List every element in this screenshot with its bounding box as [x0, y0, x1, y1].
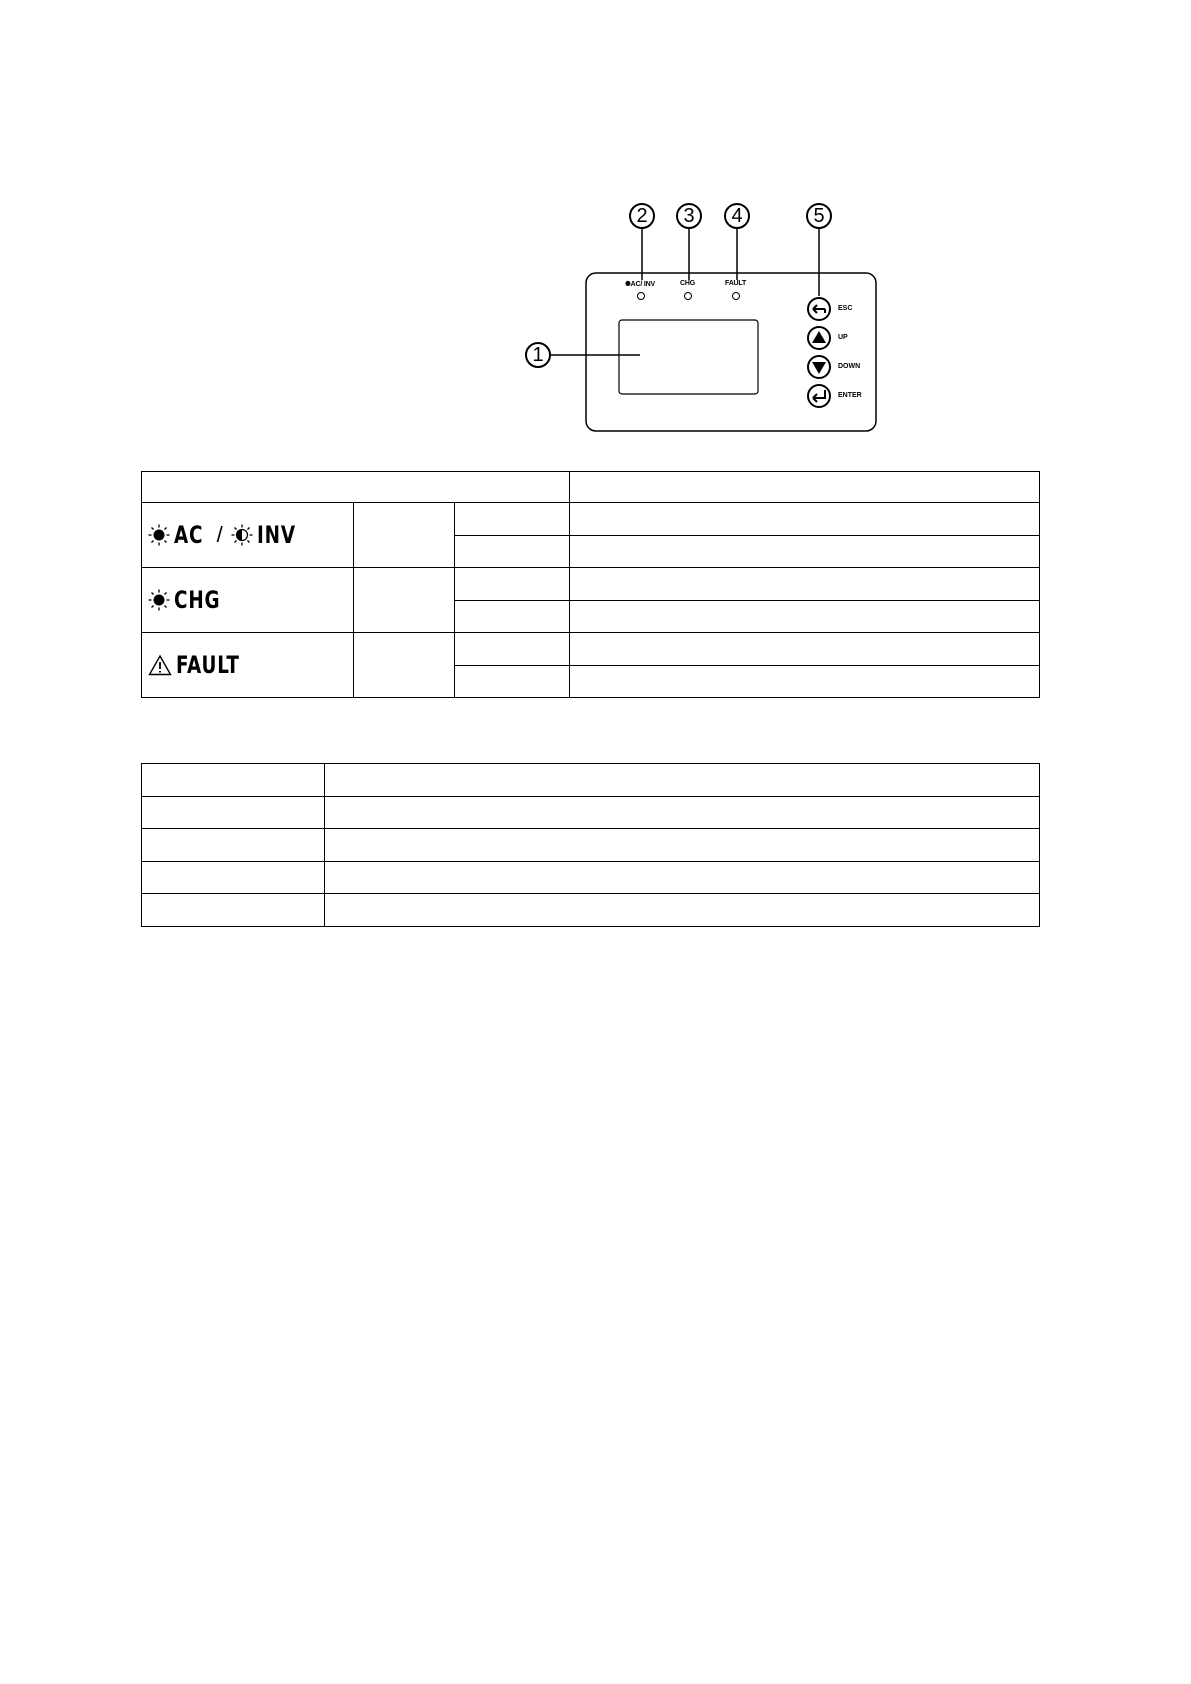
led-message-cell: [570, 535, 1040, 568]
led-label-chg: CHG: [174, 586, 221, 614]
sun-icon: [148, 524, 170, 546]
led-state-cell: [455, 633, 570, 666]
key-name-cell: [142, 796, 325, 829]
up-button: [808, 327, 830, 349]
panel-label-fault: FAULT: [725, 280, 747, 287]
callout-5: 5: [806, 203, 832, 229]
led-state-cell: [455, 665, 570, 698]
enter-label: ENTER: [838, 392, 862, 399]
led-symbol-cell: [142, 568, 354, 633]
callout-1: 1: [525, 342, 551, 368]
led-symbol-cell: [142, 503, 354, 568]
callout-4: 4: [724, 203, 750, 229]
led-label-separator: /: [216, 522, 223, 547]
led-state-cell: [455, 568, 570, 601]
function-key-table: [141, 763, 1040, 927]
half-sun-icon: [231, 524, 253, 546]
led-fault: [733, 293, 740, 300]
key-description-cell: [325, 861, 1040, 894]
callout-2: 2: [629, 203, 655, 229]
table-row: [142, 861, 1040, 894]
led-message-cell: [570, 568, 1040, 601]
led-message-cell: [570, 503, 1040, 536]
header-cell-led: [142, 472, 570, 503]
led-state-cell: [455, 503, 570, 536]
key-description-cell: [325, 894, 1040, 927]
led-label-fault: FAULT: [176, 651, 240, 679]
table-row: [142, 568, 1040, 601]
key-description-cell: [325, 764, 1040, 797]
led-message-cell: [570, 633, 1040, 666]
esc-button: [808, 298, 830, 320]
callout-3: 3: [676, 203, 702, 229]
sun-icon: ✺: [625, 281, 631, 288]
table-row: [142, 503, 1040, 536]
led-indicator-table: [141, 471, 1040, 698]
led-message-cell: [570, 600, 1040, 633]
key-name-cell: [142, 764, 325, 797]
front-panel-drawing: [0, 0, 1191, 440]
led-ac-inv: [638, 293, 645, 300]
lcd-screen: [619, 320, 758, 394]
led-state-cell: [455, 600, 570, 633]
led-color-cell: [354, 633, 455, 698]
header-cell-message: [570, 472, 1040, 503]
table-header-row: [142, 472, 1040, 503]
warning-icon: [148, 654, 172, 676]
front-panel-diagram: [0, 0, 1191, 440]
sun-icon: [148, 589, 170, 611]
key-name-cell: [142, 861, 325, 894]
key-name-cell: [142, 894, 325, 927]
key-description-cell: [325, 829, 1040, 862]
led-label-ac: AC: [174, 521, 204, 549]
table-header-row: [142, 764, 1040, 797]
table-row: [142, 633, 1040, 666]
up-label: UP: [838, 334, 848, 341]
led-label-inv: INV: [256, 521, 296, 549]
led-chg: [685, 293, 692, 300]
led-message-cell: [570, 665, 1040, 698]
led-symbol-cell: [142, 633, 354, 698]
down-button: [808, 356, 830, 378]
enter-button: [808, 385, 830, 407]
down-label: DOWN: [838, 363, 861, 370]
led-state-cell: [455, 535, 570, 568]
esc-label: ESC: [838, 305, 853, 312]
table-row: [142, 894, 1040, 927]
led-color-cell: [354, 503, 455, 568]
key-name-cell: [142, 829, 325, 862]
panel-label-ac-inv: ✺AC/ INV: [625, 281, 655, 288]
table-row: [142, 796, 1040, 829]
panel-outline: [586, 273, 876, 431]
key-description-cell: [325, 796, 1040, 829]
led-color-cell: [354, 568, 455, 633]
panel-label-chg: CHG: [680, 280, 695, 287]
table-row: [142, 829, 1040, 862]
